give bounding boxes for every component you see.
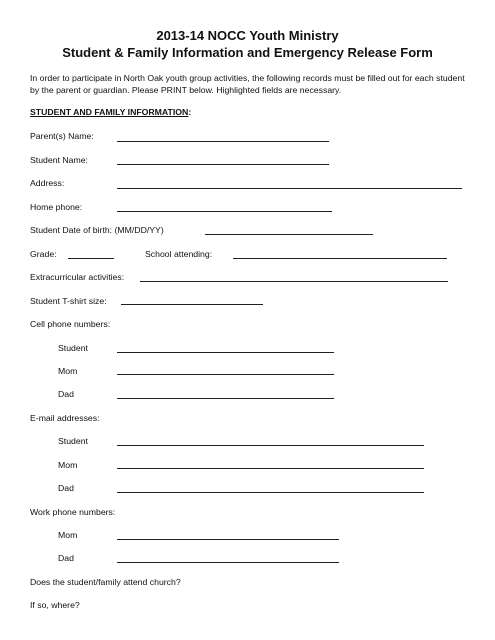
grade-input-line[interactable] bbox=[68, 258, 114, 259]
email-mom-input-line[interactable] bbox=[117, 468, 424, 469]
work-dad-label: Dad bbox=[58, 553, 74, 563]
student-name-label: Student Name: bbox=[30, 155, 88, 165]
tshirt-label: Student T-shirt size: bbox=[30, 296, 107, 306]
student-name-input-line[interactable] bbox=[117, 164, 329, 165]
work-phone-heading: Work phone numbers: bbox=[30, 507, 116, 517]
form-title: 2013-14 NOCC Youth Ministry bbox=[156, 28, 339, 43]
email-student-label: Student bbox=[58, 436, 88, 446]
email-mom-label: Mom bbox=[58, 460, 78, 470]
tshirt-input-line[interactable] bbox=[121, 304, 263, 305]
work-mom-input-line[interactable] bbox=[117, 539, 339, 540]
dob-label: Student Date of birth: (MM/DD/YY) bbox=[30, 225, 164, 235]
parents-name-input-line[interactable] bbox=[117, 141, 329, 142]
grade-label: Grade: bbox=[30, 249, 57, 259]
cell-mom-input-line[interactable] bbox=[117, 374, 334, 375]
church-question: Does the student/family attend church? bbox=[30, 577, 181, 587]
intro-paragraph: In order to participate in North Oak youth group activities, the following records must be filled out for each student by the parent or guardian. Please PRINT below. Highlighted fields are necessary. bbox=[30, 73, 465, 95]
work-dad-input-line[interactable] bbox=[117, 562, 339, 563]
church-where-question: If so, where? bbox=[30, 600, 80, 610]
cell-student-input-line[interactable] bbox=[117, 352, 334, 353]
extracurricular-input-line[interactable] bbox=[140, 281, 448, 282]
dob-input-line[interactable] bbox=[205, 234, 373, 235]
section-heading bbox=[30, 107, 191, 117]
cell-mom-label: Mom bbox=[58, 366, 78, 376]
home-phone-label: Home phone: bbox=[30, 202, 83, 212]
address-input-line[interactable] bbox=[117, 188, 462, 189]
section-heading-colon: : bbox=[188, 107, 192, 117]
home-phone-input-line[interactable] bbox=[117, 211, 332, 212]
form-subtitle: Student & Family Information and Emergency Release Form bbox=[62, 45, 433, 60]
cell-student-label: Student bbox=[58, 343, 88, 353]
cell-dad-input-line[interactable] bbox=[117, 398, 334, 399]
school-label: School attending: bbox=[145, 249, 213, 259]
cell-phone-heading: Cell phone numbers: bbox=[30, 319, 111, 329]
email-dad-label: Dad bbox=[58, 483, 74, 493]
email-student-input-line[interactable] bbox=[117, 445, 424, 446]
school-input-line[interactable] bbox=[233, 258, 447, 259]
work-mom-label: Mom bbox=[58, 530, 78, 540]
parents-name-label: Parent(s) Name: bbox=[30, 131, 94, 141]
email-heading: E-mail addresses: bbox=[30, 413, 100, 423]
extracurricular-label: Extracurricular activities: bbox=[30, 272, 125, 282]
address-label: Address: bbox=[30, 178, 65, 188]
section-heading-text: STUDENT AND FAMILY INFORMATION bbox=[30, 107, 189, 117]
cell-dad-label: Dad bbox=[58, 389, 74, 399]
email-dad-input-line[interactable] bbox=[117, 492, 424, 493]
